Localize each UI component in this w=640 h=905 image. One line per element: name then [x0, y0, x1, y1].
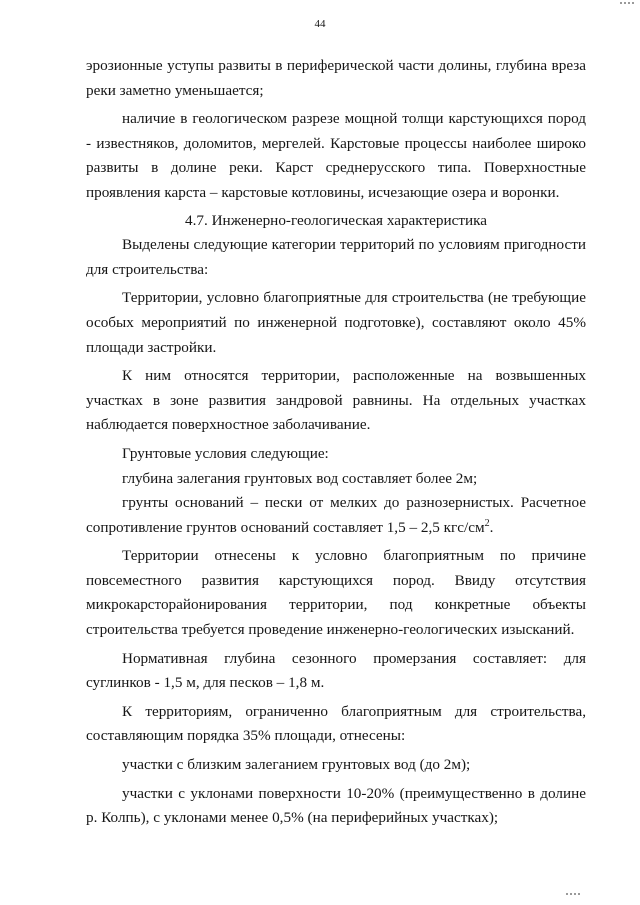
- document-body: [86, 54, 586, 831]
- section-heading: 4.7. Инженерно-геологическая характеристика: [185, 211, 487, 229]
- soil-resistance-text: грунты оснований – пески от мелких до разнозернистых. Расчетное сопротивление грунтов оснований составляет 1,5 – 2,5 кгс/см: [86, 494, 586, 536]
- scan-mark-top: [620, 2, 634, 4]
- unit-superscript: 2: [484, 517, 490, 529]
- paragraph-categories: Выделены следующие категории территорий по условиям пригодности для строительства:: [86, 236, 586, 278]
- paragraph-karst-reason: Территории отнесены к условно благоприятным по причине повсеместного развития карстующихся пород. Ввиду отсутствия микрокарсторайонирования территории, под конкретные объекты строительства требуется проведение инженерно-геологических изысканий.: [86, 547, 586, 639]
- paragraph-frost-depth: Нормативная глубина сезонного промерзания составляет: для суглинков - 1,5 м, для песков – 1,8 м.: [86, 649, 586, 692]
- paragraph-favorable-territories: Территории, условно благоприятные для строительства (не требующие особых мероприятий по инженерной подготовке), составляют около 45% площади застройки.: [86, 289, 586, 356]
- paragraph-slopes: участки с уклонами поверхности 10-20% (преимущественно в долине р. Колпь), с уклонами менее 0,5% (на периферийных участках);: [86, 784, 586, 827]
- soil-resistance-tail: .: [489, 518, 494, 536]
- paragraph-limited-territories: К территориям, ограниченно благоприятным для строительства, составляющим порядка 35% площади, отнесены:: [86, 702, 586, 745]
- paragraph-erosion-scarps: эрозионные уступы развиты в периферической части долины, глубина вреза реки заметно уменьшается;: [86, 57, 586, 99]
- paragraph-elevated-areas: К ним относятся территории, расположенные на возвышенных участках в зоне развития зандровой равнины. На отдельных участках наблюдается поверхностное заболачивание.: [86, 367, 586, 434]
- scan-mark-bottom: [566, 893, 582, 895]
- paragraph-karst-rocks: наличие в геологическом разрезе мощной толщи карстующихся пород - известняков, доломитов, мергелей. Карстовые процессы наиболее широко развиты в долине реки. Карст среднерусского типа. Поверхностные проявления карста – карстовые котловины, исчезающие озера и воронки.: [86, 110, 586, 201]
- paragraph-soil-resistance: [86, 491, 586, 540]
- paragraph-ground-conditions: Грунтовые условия следующие:: [122, 444, 329, 462]
- page-number: 44: [314, 18, 326, 30]
- paragraph-shallow-groundwater: участки с близким залеганием грунтовых вод (до 2м);: [122, 756, 471, 774]
- paragraph-groundwater-depth: глубина залегания грунтовых вод составляет более 2м;: [122, 469, 478, 487]
